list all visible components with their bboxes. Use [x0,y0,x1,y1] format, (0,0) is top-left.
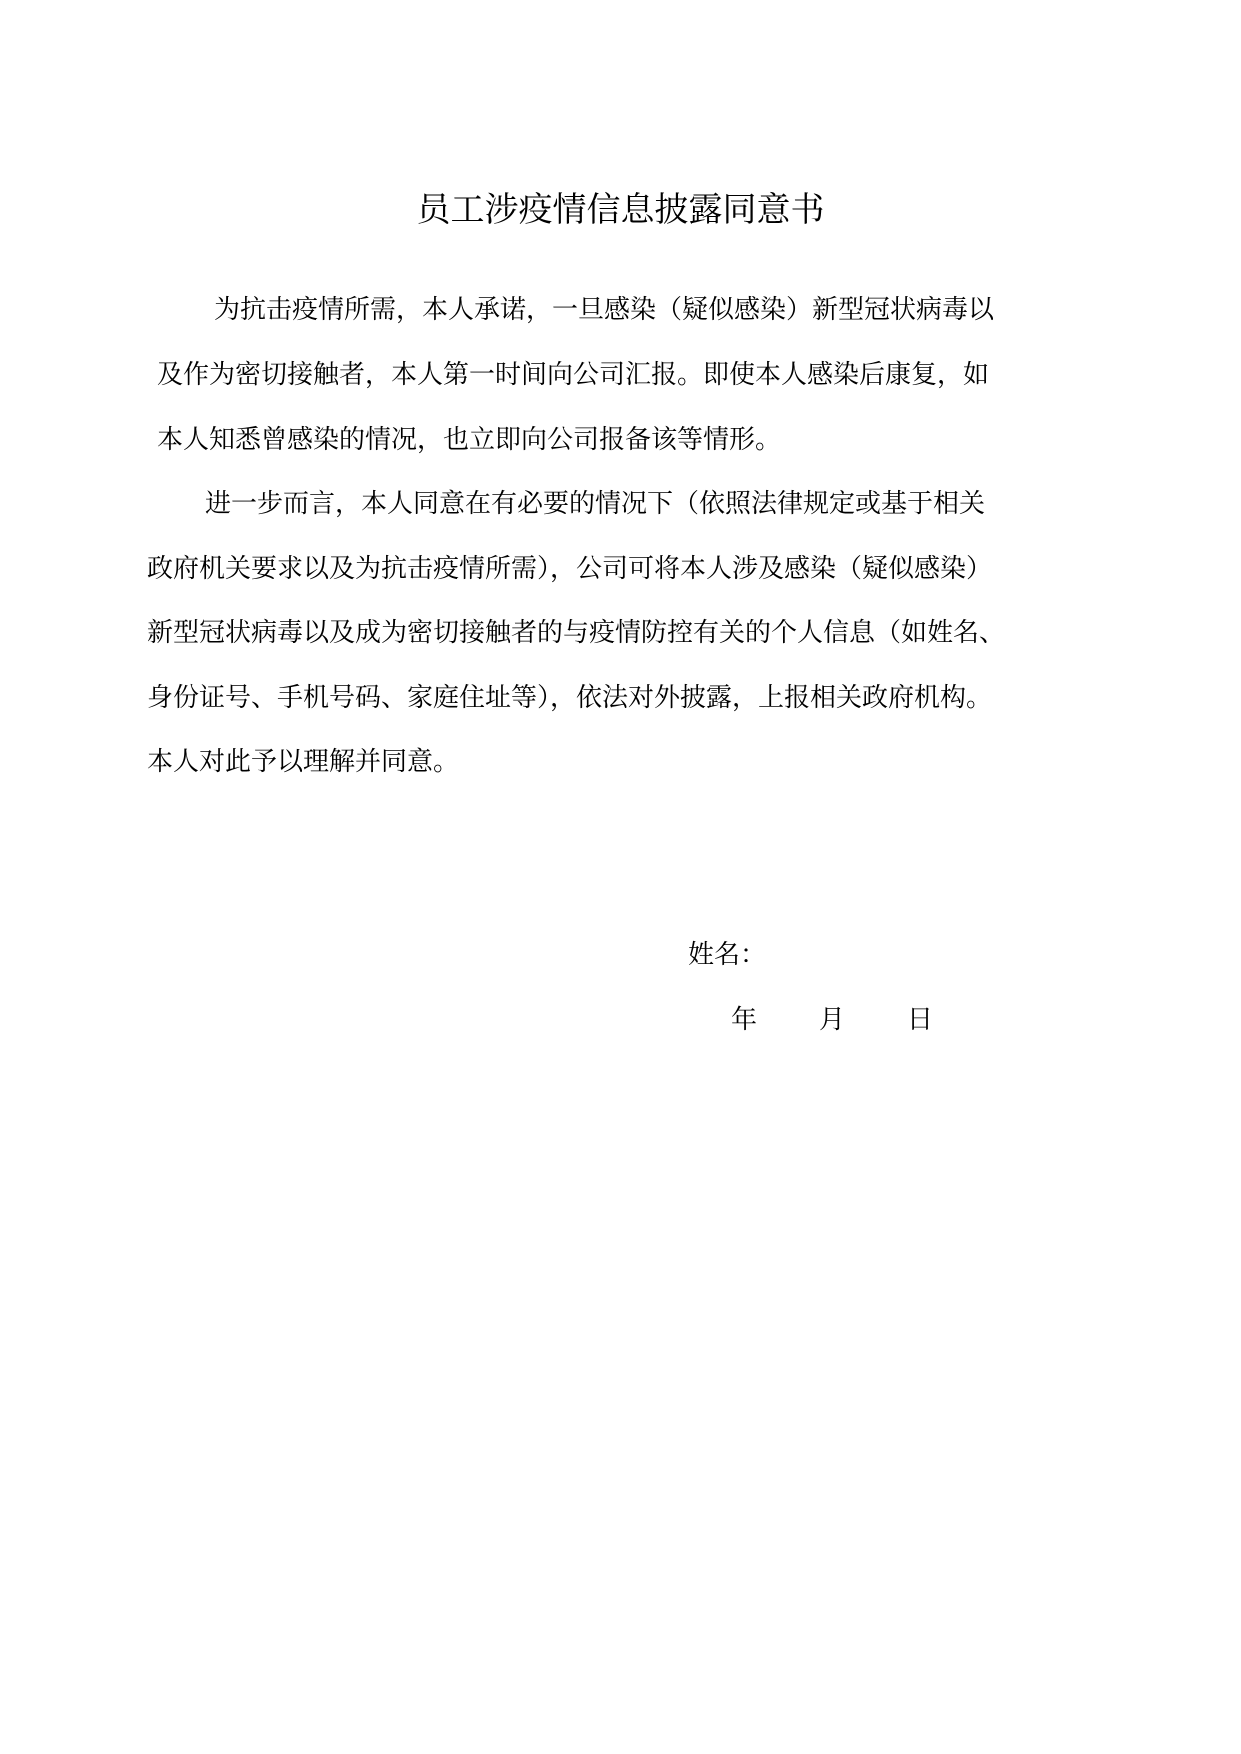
paragraph2-line-4: 身份证号、手机号码、家庭住址等），依法对外披露，上报相关政府机构。 [147,683,993,713]
paragraph2-line-5: 本人对此予以理解并同意。 [147,747,460,777]
paragraph1-line-1: 为抗击疫情所需，本人承诺，一旦感染（疑似感染）新型冠状病毒以 [214,295,995,325]
signature-name-label: 姓名： [688,940,767,970]
date-month-label: 月 [819,1005,846,1035]
paragraph2-line-1: 进一步而言，本人同意在有必要的情况下（依照法律规定或基于相关 [205,489,986,519]
date-day-label: 日 [907,1005,934,1035]
document-title: 员工涉疫情信息披露同意书 [416,190,825,230]
paragraph1-line-3: 本人知悉曾感染的情况，也立即向公司报备该等情形。 [157,425,782,455]
paragraph2-line-2: 政府机关要求以及为抗击疫情所需），公司可将本人涉及感染（疑似感染） [147,554,993,584]
signature-date [731,1002,933,1038]
date-year-label: 年 [731,1005,758,1035]
paragraph2-line-3: 新型冠状病毒以及成为密切接触者的与疫情防控有关的个人信息（如姓名、 [147,618,1006,648]
paragraph1-line-2: 及作为密切接触者，本人第一时间向公司汇报。即使本人感染后康复，如 [157,360,990,390]
